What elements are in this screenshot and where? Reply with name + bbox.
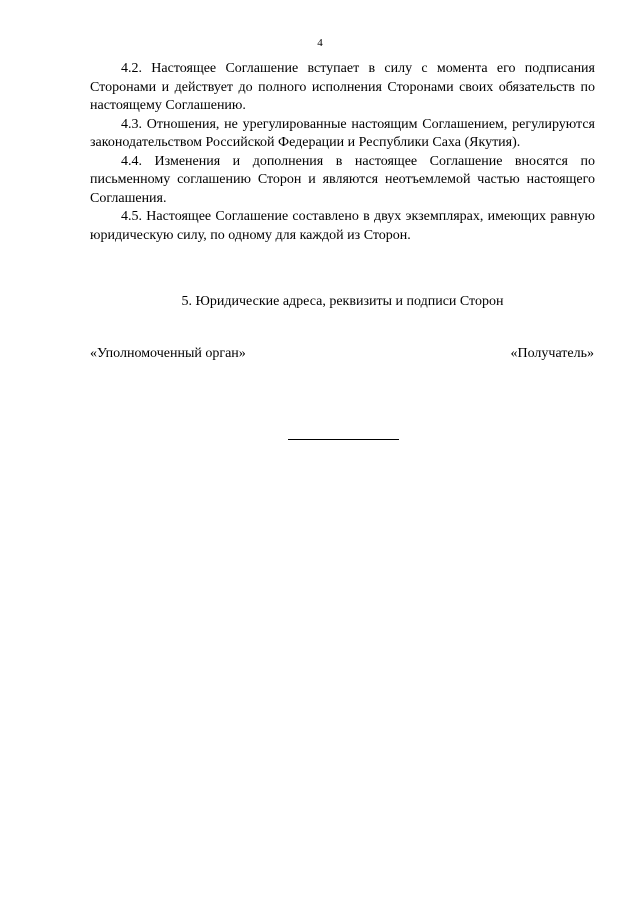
end-of-document-rule bbox=[288, 439, 399, 440]
paragraph-4-4: 4.4. Изменения и дополнения в настоящее Соглашение вносятся по письменному соглашению Сторон и являются неотъемлемой частью настоящего Соглашения. bbox=[90, 153, 595, 206]
section-4-body bbox=[90, 60, 595, 245]
section-5-heading: 5. Юридические адреса, реквизиты и подписи Сторон bbox=[181, 294, 504, 309]
page-number: 4 bbox=[317, 37, 323, 49]
paragraph-4-5: 4.5. Настоящее Соглашение составлено в двух экземплярах, имеющих равную юридическую силу, по одному для каждой из Сторон. bbox=[90, 209, 595, 243]
party-authorized-body-label: «Уполномоченный орган» bbox=[90, 346, 246, 361]
party-recipient-label: «Получатель» bbox=[510, 346, 594, 361]
paragraph-4-2: 4.2. Настоящее Соглашение вступает в силу с момента его подписания Сторонами и действует до полного исполнения Сторонами своих обязательств по настоящему Соглашению. bbox=[90, 61, 595, 113]
paragraph-4-3: 4.3. Отношения, не урегулированные настоящим Соглашением, регулируются законодательством Российской Федерации и Республики Саха (Якутия). bbox=[90, 116, 595, 150]
